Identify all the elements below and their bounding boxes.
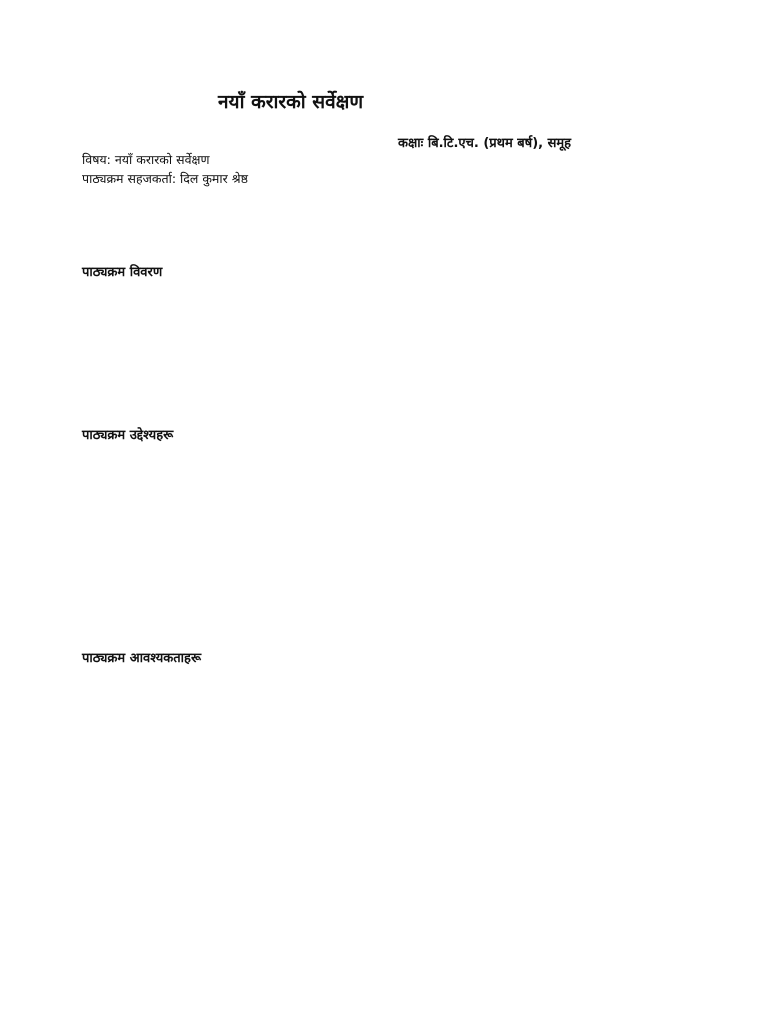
subject-line: विषय: नयाँ करारको सर्वेक्षण bbox=[82, 152, 210, 167]
course-meta bbox=[82, 150, 248, 188]
course-description-heading: पाठ्यक्रम विवरण bbox=[82, 265, 163, 280]
course-description-section bbox=[82, 262, 690, 282]
document-title: नयाँ करारको सर्वेक्षण bbox=[218, 91, 364, 113]
course-objectives-heading: पाठ्यक्रम उद्देश्यहरू bbox=[82, 428, 174, 443]
facilitator-line: पाठ्यक्रम सहजकर्ता: दिल कुमार श्रेष्ठ bbox=[82, 171, 248, 186]
course-requirements-section bbox=[82, 648, 690, 668]
course-requirements-heading: पाठ्यक्रम आवश्यकताहरू bbox=[82, 651, 202, 666]
course-objectives-section bbox=[82, 425, 690, 445]
class-info: कक्षाः बि.टि.एच. (प्रथम बर्ष), समूह bbox=[398, 136, 572, 151]
